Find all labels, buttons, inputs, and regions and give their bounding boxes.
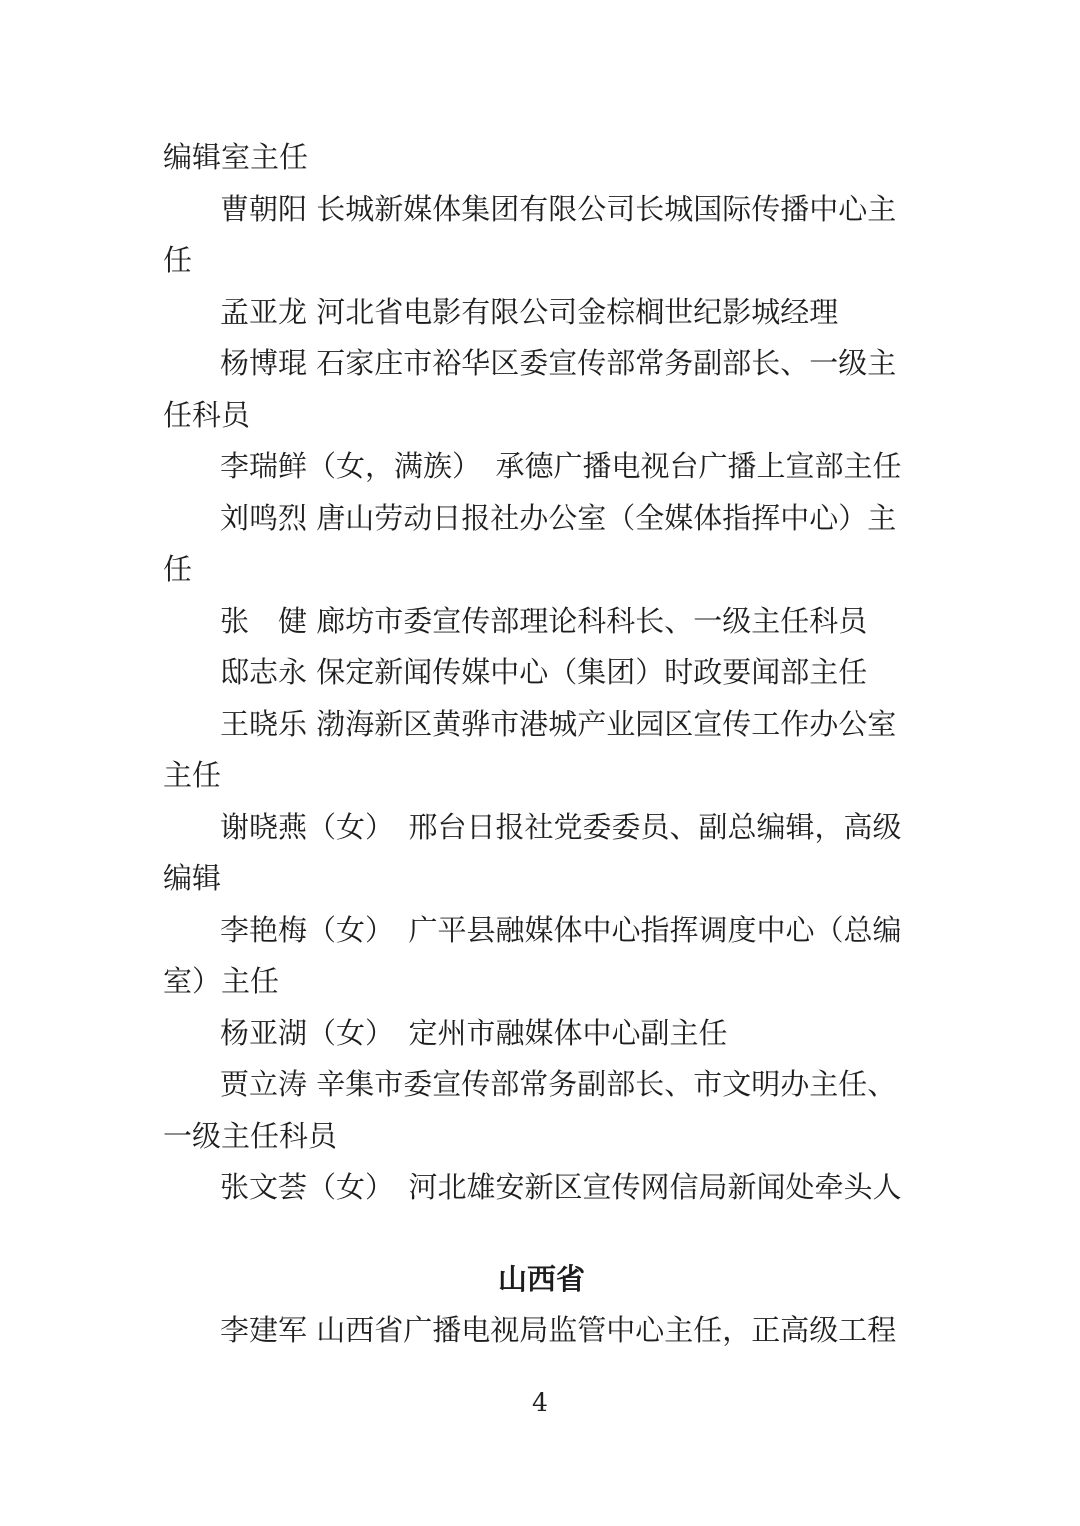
text-line: 王晓乐 渤海新区黄骅市港城产业园区宣传工作办公室 [220, 706, 897, 741]
text-line: 杨博琨 石家庄市裕华区委宣传部常务副部长、一级主 [220, 346, 897, 380]
honoree-name-list [163, 132, 920, 1357]
text-line: 任 [163, 243, 193, 277]
text-line: 张文荟（女） 河北雄安新区宣传网信局新闻处牵头人 [220, 1170, 902, 1204]
text-line: 张 健 廊坊市委宣传部理论科科长、一级主任科员 [220, 603, 868, 638]
text-line: 主任 [163, 758, 222, 792]
text-line: 任 [163, 552, 193, 586]
text-line: 室）主任 [163, 964, 280, 998]
text-line: 任科员 [163, 397, 251, 432]
text-line: 编辑室主任 [163, 140, 309, 174]
text-line: 邸志永 保定新闻传媒中心（集团）时政要闻部主任 [220, 655, 868, 689]
text-line: 贾立涛 辛集市委宣传部常务副部长、市文明办主任、 [220, 1067, 897, 1101]
page-number: 4 [532, 1388, 548, 1417]
text-line: 谢晓燕（女） 邢台日报社党委委员、副总编辑，高级 [220, 809, 902, 844]
text-line: 孟亚龙 河北省电影有限公司金棕榈世纪影城经理 [220, 294, 839, 329]
text-line: 李艳梅（女） 广平县融媒体中心指挥调度中心（总编 [220, 912, 902, 947]
text-line: 曹朝阳 长城新媒体集团有限公司长城国际传播中心主 [220, 191, 897, 226]
text-line: 编辑 [163, 861, 222, 895]
text-line: 杨亚湖（女） 定州市融媒体中心副主任 [220, 1015, 728, 1050]
text-line: 刘鸣烈 唐山劳动日报社办公室（全媒体指挥中心）主 [220, 500, 897, 535]
text-line: 一级主任科员 [163, 1118, 338, 1153]
text-line: 李建军 山西省广播电视局监管中心主任，正高级工程 [220, 1313, 897, 1347]
section-header: 山西省 [497, 1261, 585, 1296]
text-line: 李瑞鲜（女，满族） 承德广播电视台广播上宣部主任 [220, 449, 902, 483]
blank-line [163, 1214, 920, 1254]
